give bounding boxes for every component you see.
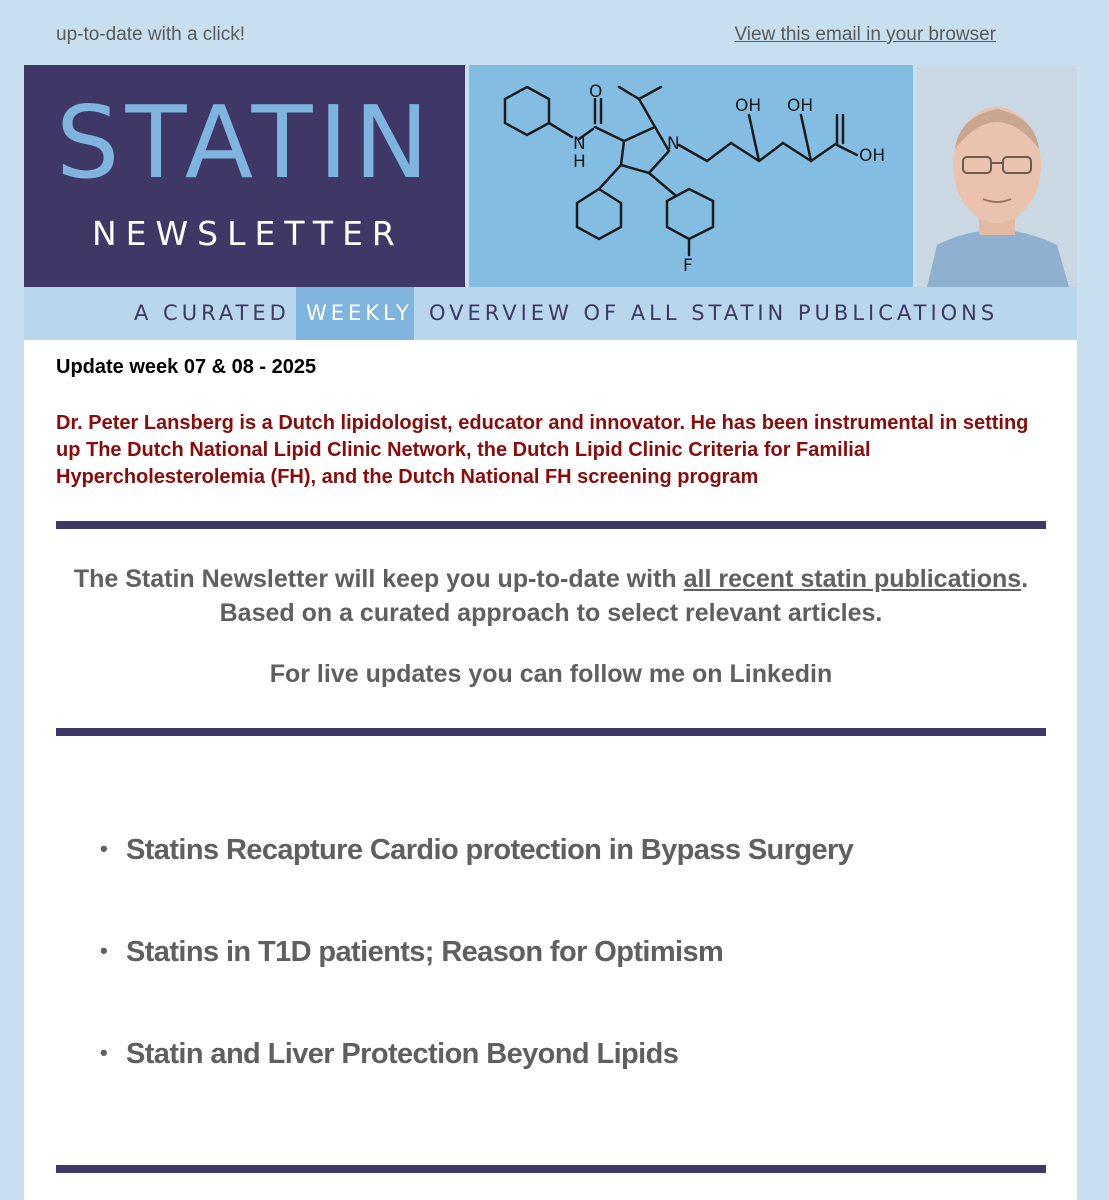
topic-title: Statins in T1D patients; Reason for Optimism <box>126 936 724 968</box>
atom-label-o: O <box>589 82 603 102</box>
atom-label-oh-3: OH <box>859 146 886 166</box>
topic-title: Statin and Liver Protection Beyond Lipids <box>126 1038 679 1070</box>
logo-subtitle: NEWSLETTER <box>92 214 404 253</box>
author-portrait-icon <box>917 65 1077 287</box>
divider-2 <box>56 728 1046 736</box>
preheader-tagline: up-to-date with a click! <box>56 24 246 45</box>
molecule-illustration <box>469 65 913 287</box>
newsletter-body <box>24 340 1077 1200</box>
update-title: Update week 07 & 08 - 2025 <box>56 356 317 378</box>
divider-3 <box>56 1165 1046 1173</box>
atom-label-oh-1: OH <box>735 96 762 116</box>
author-photo <box>917 65 1077 287</box>
strip-weekly-highlight <box>296 287 414 340</box>
topic-item[interactable] <box>100 834 853 867</box>
logo-block <box>24 65 465 287</box>
atom-label-ring-n: N <box>667 134 680 154</box>
blurb-text-after: . Based on a curated approach to select relevant articles. <box>219 565 1029 627</box>
view-in-browser-link[interactable]: View this email in your browser <box>734 24 996 45</box>
all-publications-link[interactable]: all recent statin publications <box>683 565 1022 593</box>
atom-label-oh-2: OH <box>787 96 814 116</box>
author-intro: Dr. Peter Lansberg is a Dutch lipidologist, educator and innovator. He has been instrumental in setting up The Dutch National Lipid Clinic Network, the Dutch Lipid Clinic Criteria for Familial Hypercholesterolemia (FH), and the Dutch National FH screening program <box>56 412 1029 488</box>
newsletter-blurb <box>56 562 1046 630</box>
bullet-icon: • <box>100 836 108 861</box>
newsletter-banner <box>24 65 1077 340</box>
strip-weekly-text: WEEKLY <box>306 301 413 325</box>
bullet-icon: • <box>100 938 108 963</box>
atom-label-h: H <box>573 152 586 172</box>
topic-item[interactable] <box>100 936 723 969</box>
blurb-text-before: The Statin Newsletter will keep you up-to-date with <box>73 565 684 593</box>
topic-title: Statins Recapture Cardio protection in Bypass Surgery <box>126 834 854 866</box>
atorvastatin-structure-icon <box>469 65 913 287</box>
bullet-icon: • <box>100 1040 108 1065</box>
linkedin-follow-text: For live updates you can follow me on Linkedin <box>269 660 833 688</box>
preheader <box>56 24 996 52</box>
atom-label-f: F <box>683 256 693 276</box>
strip-right-text: OVERVIEW OF ALL STATIN PUBLICATIONS <box>429 301 999 325</box>
strip-left-text: A CURATED <box>134 301 290 325</box>
topic-item[interactable] <box>100 1038 678 1071</box>
tagline-strip <box>24 287 1077 340</box>
atom-label-n: N <box>573 134 586 154</box>
logo-title: STATIN <box>56 84 435 201</box>
divider-1 <box>56 521 1046 529</box>
